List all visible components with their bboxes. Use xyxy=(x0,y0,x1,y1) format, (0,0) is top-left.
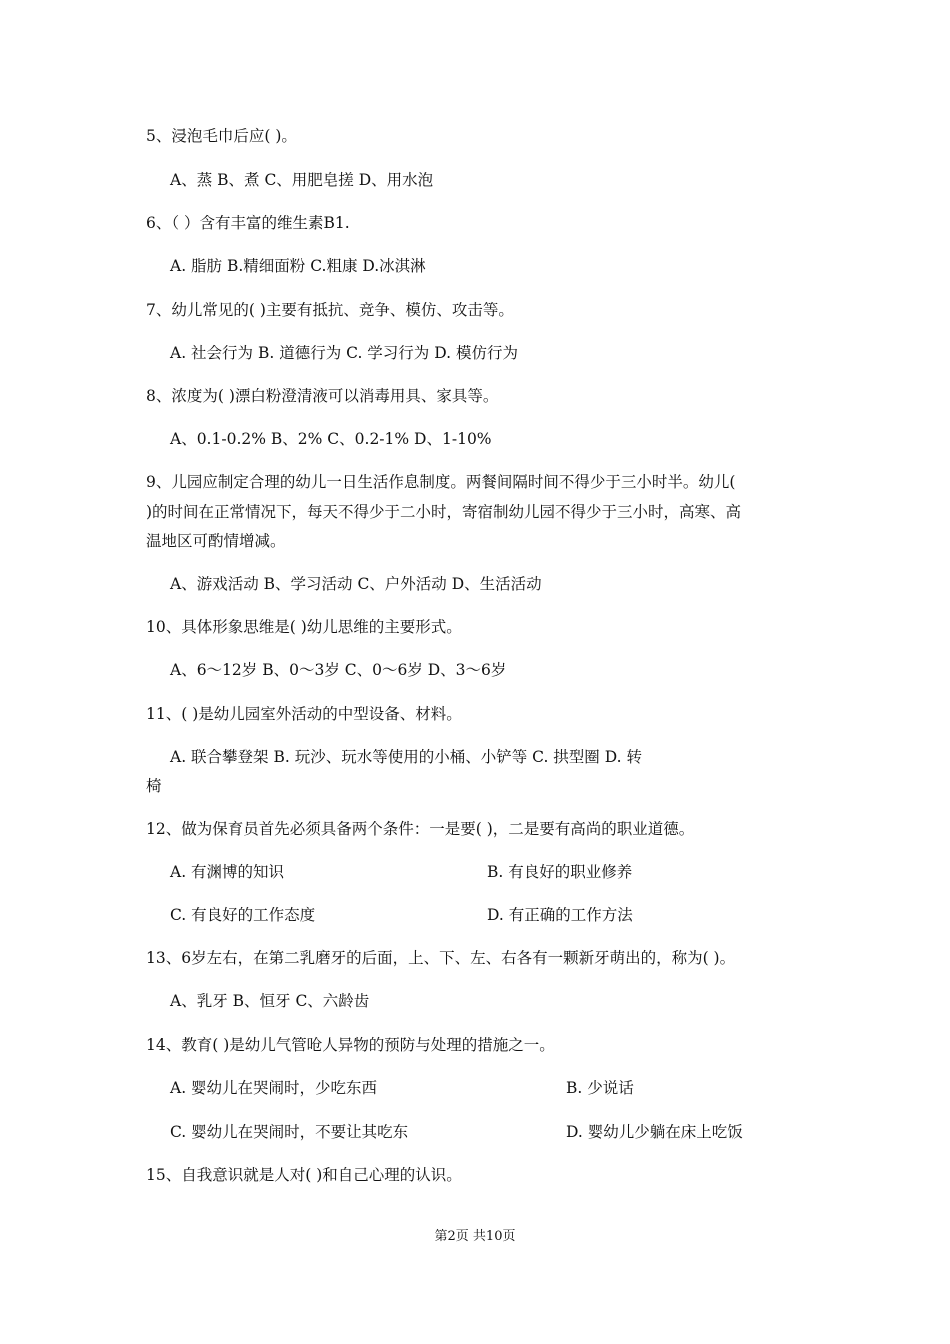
question-12-option-a: A. 有渊博的知识 xyxy=(170,863,285,881)
question-12-option-b: B. 有良好的职业修养 xyxy=(487,863,633,881)
question-14: 14、教育( )是幼儿气管呛人异物的预防与处理的措施之一。 xyxy=(146,1036,555,1054)
question-8-options: A、0.1-0.2% B、2% C、0.2-1% D、1-10% xyxy=(170,430,492,448)
question-13: 13、6岁左右，在第二乳磨牙的后面，上、下、左、右各有一颗新牙萌出的，称为( )。 xyxy=(146,949,736,967)
question-6: 6、（ ）含有丰富的维生素B1. xyxy=(146,214,350,232)
question-12: 12、做为保育员首先必须具备两个条件：一是要( )，二是要有高尚的职业道德。 xyxy=(146,820,695,838)
question-11-options-wrap: 椅 xyxy=(146,777,162,795)
question-14-option-b: B. 少说话 xyxy=(566,1079,634,1097)
question-14-option-a: A. 婴幼儿在哭闹时，少吃东西 xyxy=(170,1079,378,1097)
question-5: 5、浸泡毛巾后应( )。 xyxy=(146,127,297,145)
question-13-options: A、乳牙 B、恒牙 C、六龄齿 xyxy=(170,992,370,1010)
question-12-option-c: C. 有良好的工作态度 xyxy=(170,906,316,924)
question-7-options: A. 社会行为 B. 道德行为 C. 学习行为 D. 模仿行为 xyxy=(170,344,518,362)
question-9-line-2: )的时间在正常情况下，每天不得少于二小时，寄宿制幼儿园不得少于三小时，高寒、高 xyxy=(146,503,742,521)
question-9-line-3: 温地区可酌情增减。 xyxy=(146,532,286,550)
question-14-option-c: C. 婴幼儿在哭闹时，不要让其吃东 xyxy=(170,1123,409,1141)
question-8: 8、浓度为( )漂白粉澄清液可以消毒用具、家具等。 xyxy=(146,387,499,405)
page-footer: 第2页 共10页 xyxy=(434,1229,516,1244)
question-10: 10、具体形象思维是( )幼儿思维的主要形式。 xyxy=(146,618,462,636)
question-15: 15、自我意识就是人对( )和自己心理的认识。 xyxy=(146,1166,462,1184)
question-5-options: A、蒸 B、煮 C、用肥皂搓 D、用水泡 xyxy=(170,171,434,189)
question-9-line-1: 9、儿园应制定合理的幼儿一日生活作息制度。两餐间隔时间不得少于三小时半。幼儿( xyxy=(146,473,736,491)
question-6-options: A. 脂肪 B.精细面粉 C.粗康 D.冰淇淋 xyxy=(170,257,426,275)
question-7: 7、幼儿常见的( )主要有抵抗、竞争、模仿、攻击等。 xyxy=(146,301,514,319)
question-10-options: A、6～12岁 B、0～3岁 C、0～6岁 D、3～6岁 xyxy=(170,661,507,679)
question-11-options: A. 联合攀登架 B. 玩沙、玩水等使用的小桶、小铲等 C. 拱型圈 D. 转 xyxy=(170,748,642,766)
question-11: 11、( )是幼儿园室外活动的中型设备、材料。 xyxy=(146,705,462,723)
question-9-options: A、游戏活动 B、学习活动 C、户外活动 D、生活活动 xyxy=(170,575,542,593)
question-14-option-d: D. 婴幼儿少躺在床上吃饭 xyxy=(566,1123,743,1141)
question-12-option-d: D. 有正确的工作方法 xyxy=(487,906,633,924)
